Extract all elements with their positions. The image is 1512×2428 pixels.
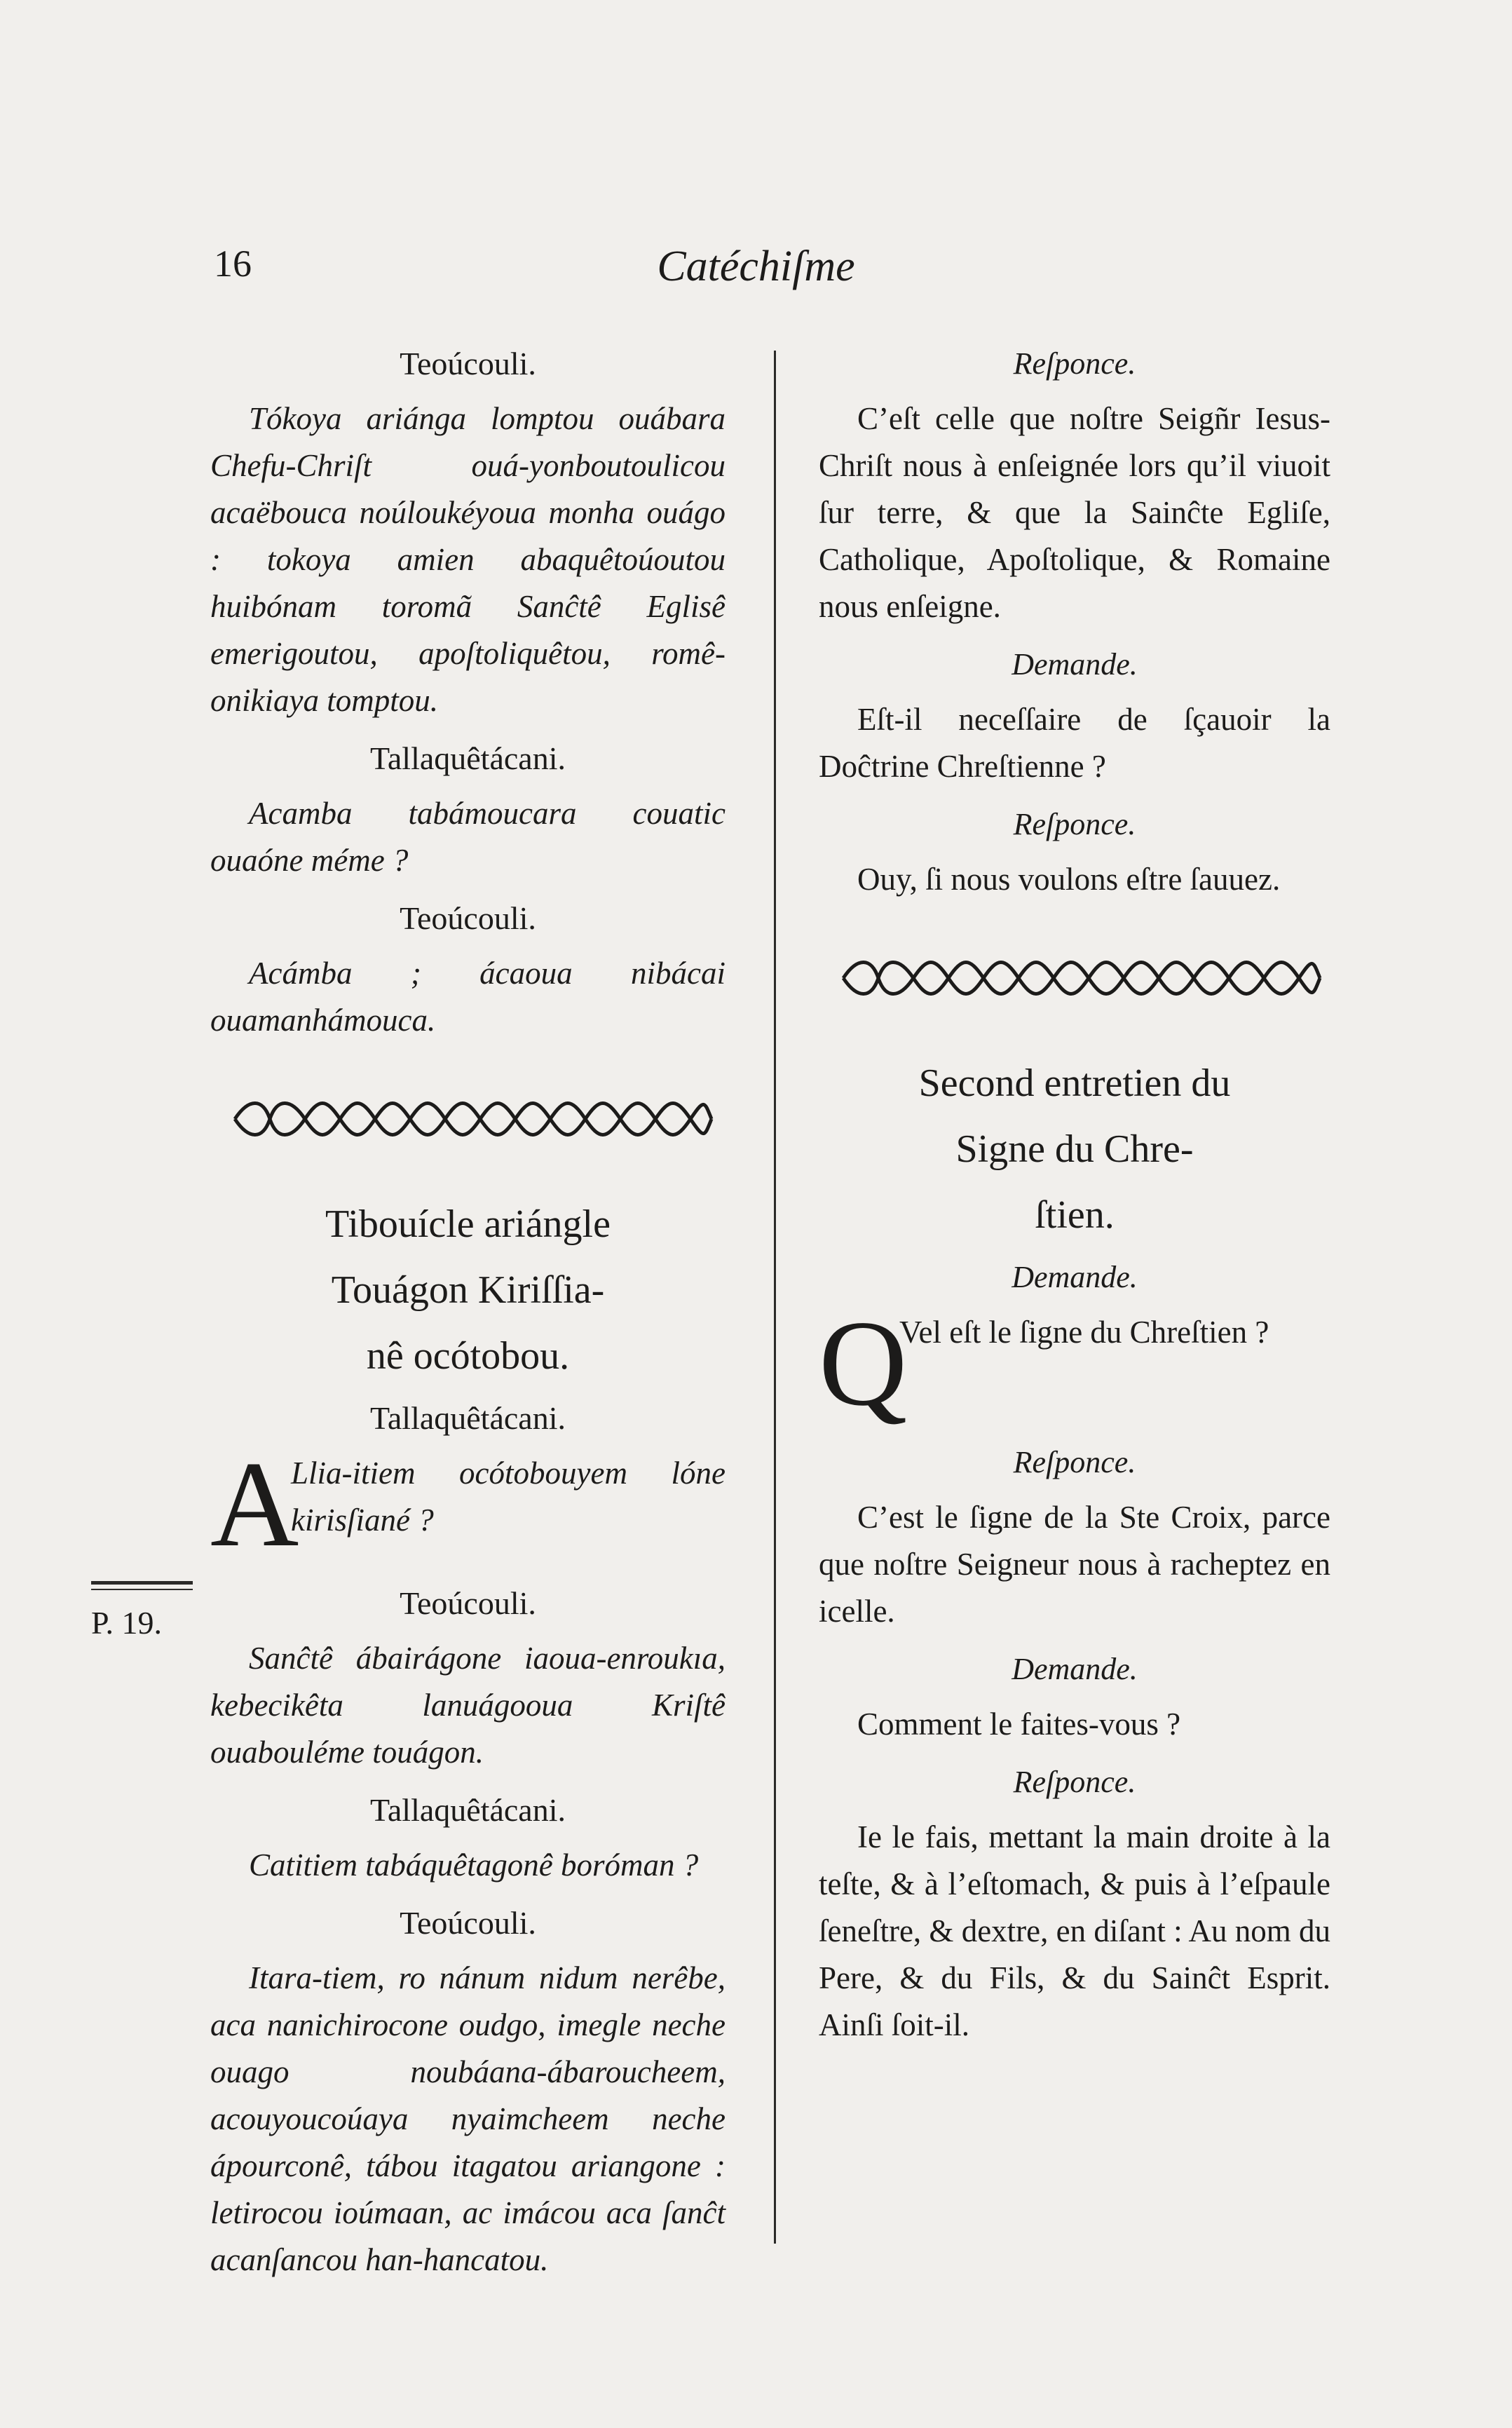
paragraph: Sanĉtê ábairágone iaoua-enroukıa, kebecikêta lanuágooua Kriſtê ouabouléme touágon. <box>210 1641 726 1770</box>
right-column <box>819 330 1330 2057</box>
paragraph: Catitiem tabáquêtagonê boróman ? <box>249 1847 699 1883</box>
paragraph: C’est le ſigne de la Ste Croix, parce que noſtre Seigneur nous à racheptez en icelle. <box>819 1500 1330 1629</box>
speaker-label: Demande. <box>1012 1652 1138 1686</box>
ornament-band <box>840 954 1323 1003</box>
speaker-label: Teoúcouli. <box>400 346 536 381</box>
speaker-label: Reſponce. <box>1013 1445 1136 1479</box>
drop-cap-paragraph: A Llia-itiem ocótobouyem lóne kirisſiané ? <box>210 1436 726 1572</box>
speaker-label: Reſponce. <box>1013 807 1136 841</box>
margin-page-reference: P. 19. <box>91 1581 193 1641</box>
speaker-label: Teoúcouli. <box>400 900 536 936</box>
running-header <box>0 242 1512 298</box>
speaker-label: Reſponce. <box>1013 1765 1136 1799</box>
margin-rule <box>91 1589 193 1590</box>
speaker-label: Demande. <box>1012 647 1138 681</box>
paragraph: C’eſt celle que noſtre Seigñr Iesus-Chriſt nous à enſeignée lors qu’il viuoit ſur terre, & que la Sainĉte Egliſe, Catholique, Apoſtolique, & Romaine nous enſeigne. <box>819 401 1330 624</box>
running-title: Catéchiſme <box>657 243 855 290</box>
left-column <box>210 330 726 2292</box>
paragraph: Itara-tiem, ro nánum nidum nerêbe, aca nanichirocone oudgo, imegle neche ouago noubáana-ábaroucheem, acouyoucoúaya nyaimcheem neche ápourconê, tábou itagatou ariangone : letirocou ioúmaan, ac imácou aca ſanĉt acanſancou han-hancatou. <box>210 1960 726 2277</box>
speaker-label: Teoúcouli. <box>400 1905 536 1941</box>
paragraph: Comment le faites-vous ? <box>857 1707 1181 1742</box>
column-divider <box>774 351 776 2244</box>
paragraph: Acámba ; ácaoua nibácai ouamanhámouca. <box>210 956 726 1038</box>
speaker-label: Demande. <box>1012 1260 1138 1294</box>
section-heading: Tibouícle ariángle Touágon Kiriſſia- nê ocótobou. <box>325 1202 611 1378</box>
speaker-label: Tallaquêtácani. <box>369 740 566 776</box>
speaker-label: Teoúcouli. <box>400 1585 536 1621</box>
paragraph: Eſt-il neceſſaire de ſçauoir la Doĉtrine Chreſtienne ? <box>819 702 1330 784</box>
margin-rule <box>91 1581 193 1585</box>
section-heading: Second entretien du Signe du Chre- ſtien. <box>918 1062 1231 1237</box>
ornament-band <box>231 1094 715 1144</box>
paragraph: Ouy, ſi nous voulons eſtre ſauuez. <box>857 862 1281 897</box>
page-number: 16 <box>214 243 252 285</box>
speaker-label: Tallaquêtácani. <box>369 1792 566 1828</box>
drop-cap: Q <box>819 1295 908 1431</box>
drop-cap-paragraph: Q Vel eſt le ſigne du Chreſtien ? <box>819 1295 1269 1431</box>
paragraph: Acamba tabámoucara couatic ouaóne méme ? <box>210 796 726 878</box>
drop-cap: A <box>210 1436 299 1572</box>
paragraph: Tókoya ariánga lomptou ouábara Chefu-Chriſt ouá-yonboutoulicou acaëbouca noúloukéyoua monha ouágo : tokoya amien abaquêtoúoutou huibónam toromã Sanĉtê Eglisê emerigoutou, apoſtoliquêtou, romê-onikiaya tomptou. <box>210 401 726 718</box>
speaker-label: Reſponce. <box>1013 346 1136 381</box>
paragraph: Ie le fais, mettant la main droite à la teſte, & à l’eſtomach, & puis à l’eſpaule ſeneſtre, & dextre, en diſant : Au nom du Pere, & du Fils, & du Sainĉt Esprit. Ainſi ſoit-il. <box>819 1819 1330 2042</box>
speaker-label: Tallaquêtácani. <box>369 1400 566 1436</box>
